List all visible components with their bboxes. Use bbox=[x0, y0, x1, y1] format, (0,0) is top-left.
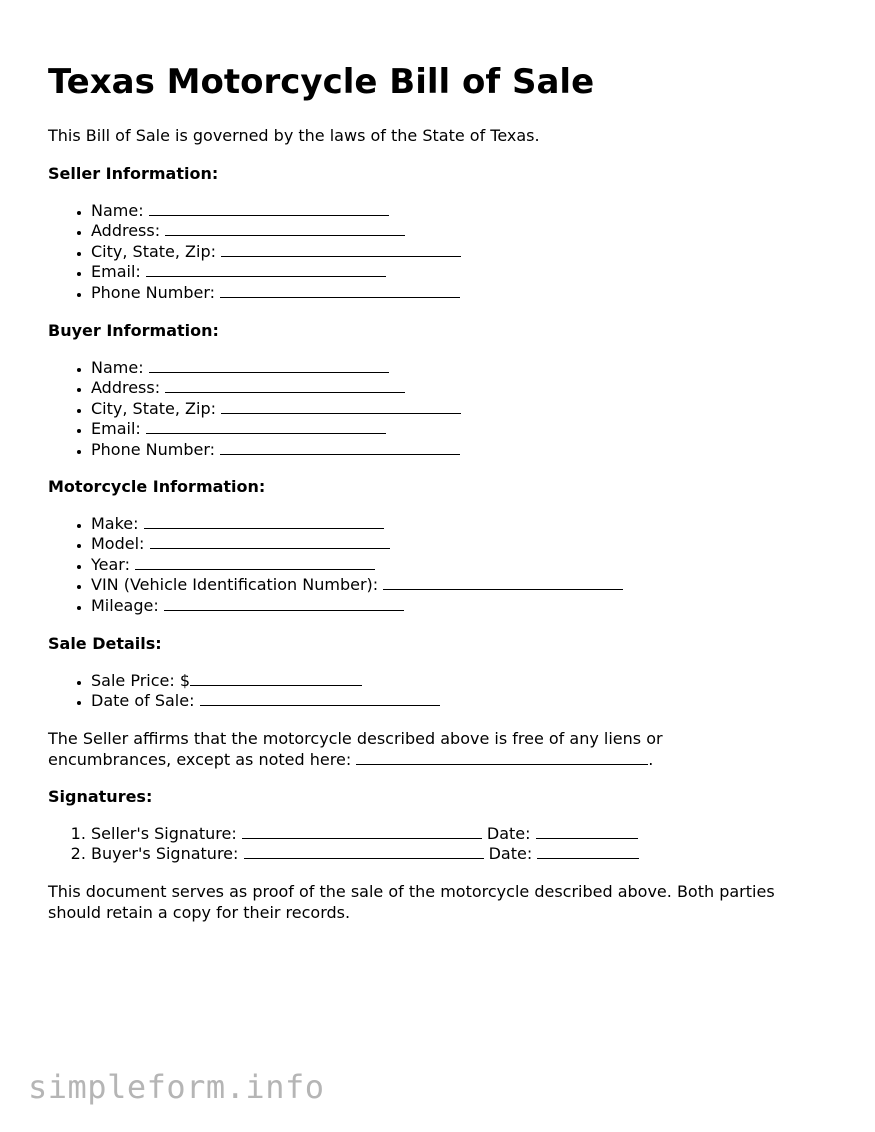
buyer-address-blank[interactable] bbox=[165, 378, 405, 393]
buyer-email-field: • Email: bbox=[91, 419, 461, 439]
buyer-signature-date-blank[interactable] bbox=[537, 844, 639, 859]
buyer-city-state-zip-blank[interactable] bbox=[221, 399, 461, 414]
sale-price-field: • Sale Price: $ bbox=[91, 671, 440, 691]
motorcycle-make-field: • Make: bbox=[91, 514, 623, 534]
buyer-email-blank[interactable] bbox=[146, 419, 386, 434]
motorcycle-vin-field: • VIN (Vehicle Identification Number): bbox=[91, 575, 623, 595]
signature-list bbox=[48, 824, 639, 865]
affirmation-text: The Seller affirms that the motorcycle described above is free of any liens or encumbrances, except as noted here: . bbox=[48, 729, 663, 769]
seller-signature-date-blank[interactable] bbox=[536, 824, 638, 839]
closing-text: This document serves as proof of the sale of the motorcycle described above. Both parties should retain a copy for their records. bbox=[48, 882, 775, 922]
motorcycle-fields bbox=[48, 514, 623, 616]
seller-fields bbox=[48, 201, 461, 303]
buyer-address-field: • Address: bbox=[91, 378, 461, 398]
motorcycle-vin-blank[interactable] bbox=[383, 575, 623, 590]
motorcycle-year-field: • Year: bbox=[91, 555, 623, 575]
buyer-signature-blank[interactable] bbox=[244, 844, 484, 859]
watermark-text: simpleform.info bbox=[28, 1068, 325, 1106]
seller-city-state-zip-field: • City, State, Zip: bbox=[91, 242, 461, 262]
buyer-signature-line: 2. Buyer's Signature: Date: bbox=[91, 844, 639, 864]
intro-text: This Bill of Sale is governed by the laws of the State of Texas. bbox=[48, 126, 540, 145]
seller-phone-field: • Phone Number: bbox=[91, 283, 461, 303]
seller-address-field: • Address: bbox=[91, 221, 461, 241]
seller-address-blank[interactable] bbox=[165, 221, 405, 236]
motorcycle-model-blank[interactable] bbox=[150, 534, 390, 549]
seller-email-blank[interactable] bbox=[146, 262, 386, 277]
motorcycle-make-blank[interactable] bbox=[144, 514, 384, 529]
seller-email-field: • Email: bbox=[91, 262, 461, 282]
sale-date-blank[interactable] bbox=[200, 691, 440, 706]
motorcycle-mileage-field: • Mileage: bbox=[91, 596, 623, 616]
motorcycle-mileage-blank[interactable] bbox=[164, 596, 404, 611]
motorcycle-model-field: • Model: bbox=[91, 534, 623, 554]
buyer-fields bbox=[48, 358, 461, 460]
sale-heading: Sale Details: bbox=[48, 634, 162, 653]
sale-date-field: • Date of Sale: bbox=[91, 691, 440, 711]
liens-notes-blank[interactable] bbox=[356, 750, 648, 765]
seller-name-field: • Name: bbox=[91, 201, 461, 221]
motorcycle-heading: Motorcycle Information: bbox=[48, 477, 266, 496]
buyer-name-field: • Name: bbox=[91, 358, 461, 378]
seller-signature-blank[interactable] bbox=[242, 824, 482, 839]
seller-heading: Seller Information: bbox=[48, 164, 219, 183]
buyer-phone-blank[interactable] bbox=[220, 440, 460, 455]
buyer-phone-field: • Phone Number: bbox=[91, 440, 461, 460]
buyer-city-state-zip-field: • City, State, Zip: bbox=[91, 399, 461, 419]
signatures-heading: Signatures: bbox=[48, 787, 153, 806]
document-title: Texas Motorcycle Bill of Sale bbox=[48, 62, 595, 102]
sale-price-blank[interactable] bbox=[190, 671, 362, 686]
motorcycle-year-blank[interactable] bbox=[135, 555, 375, 570]
seller-phone-blank[interactable] bbox=[220, 283, 460, 298]
buyer-heading: Buyer Information: bbox=[48, 321, 219, 340]
sale-fields bbox=[48, 671, 440, 712]
seller-name-blank[interactable] bbox=[149, 201, 389, 216]
seller-signature-line: 1. Seller's Signature: Date: bbox=[91, 824, 639, 844]
seller-city-state-zip-blank[interactable] bbox=[221, 242, 461, 257]
buyer-name-blank[interactable] bbox=[149, 358, 389, 373]
